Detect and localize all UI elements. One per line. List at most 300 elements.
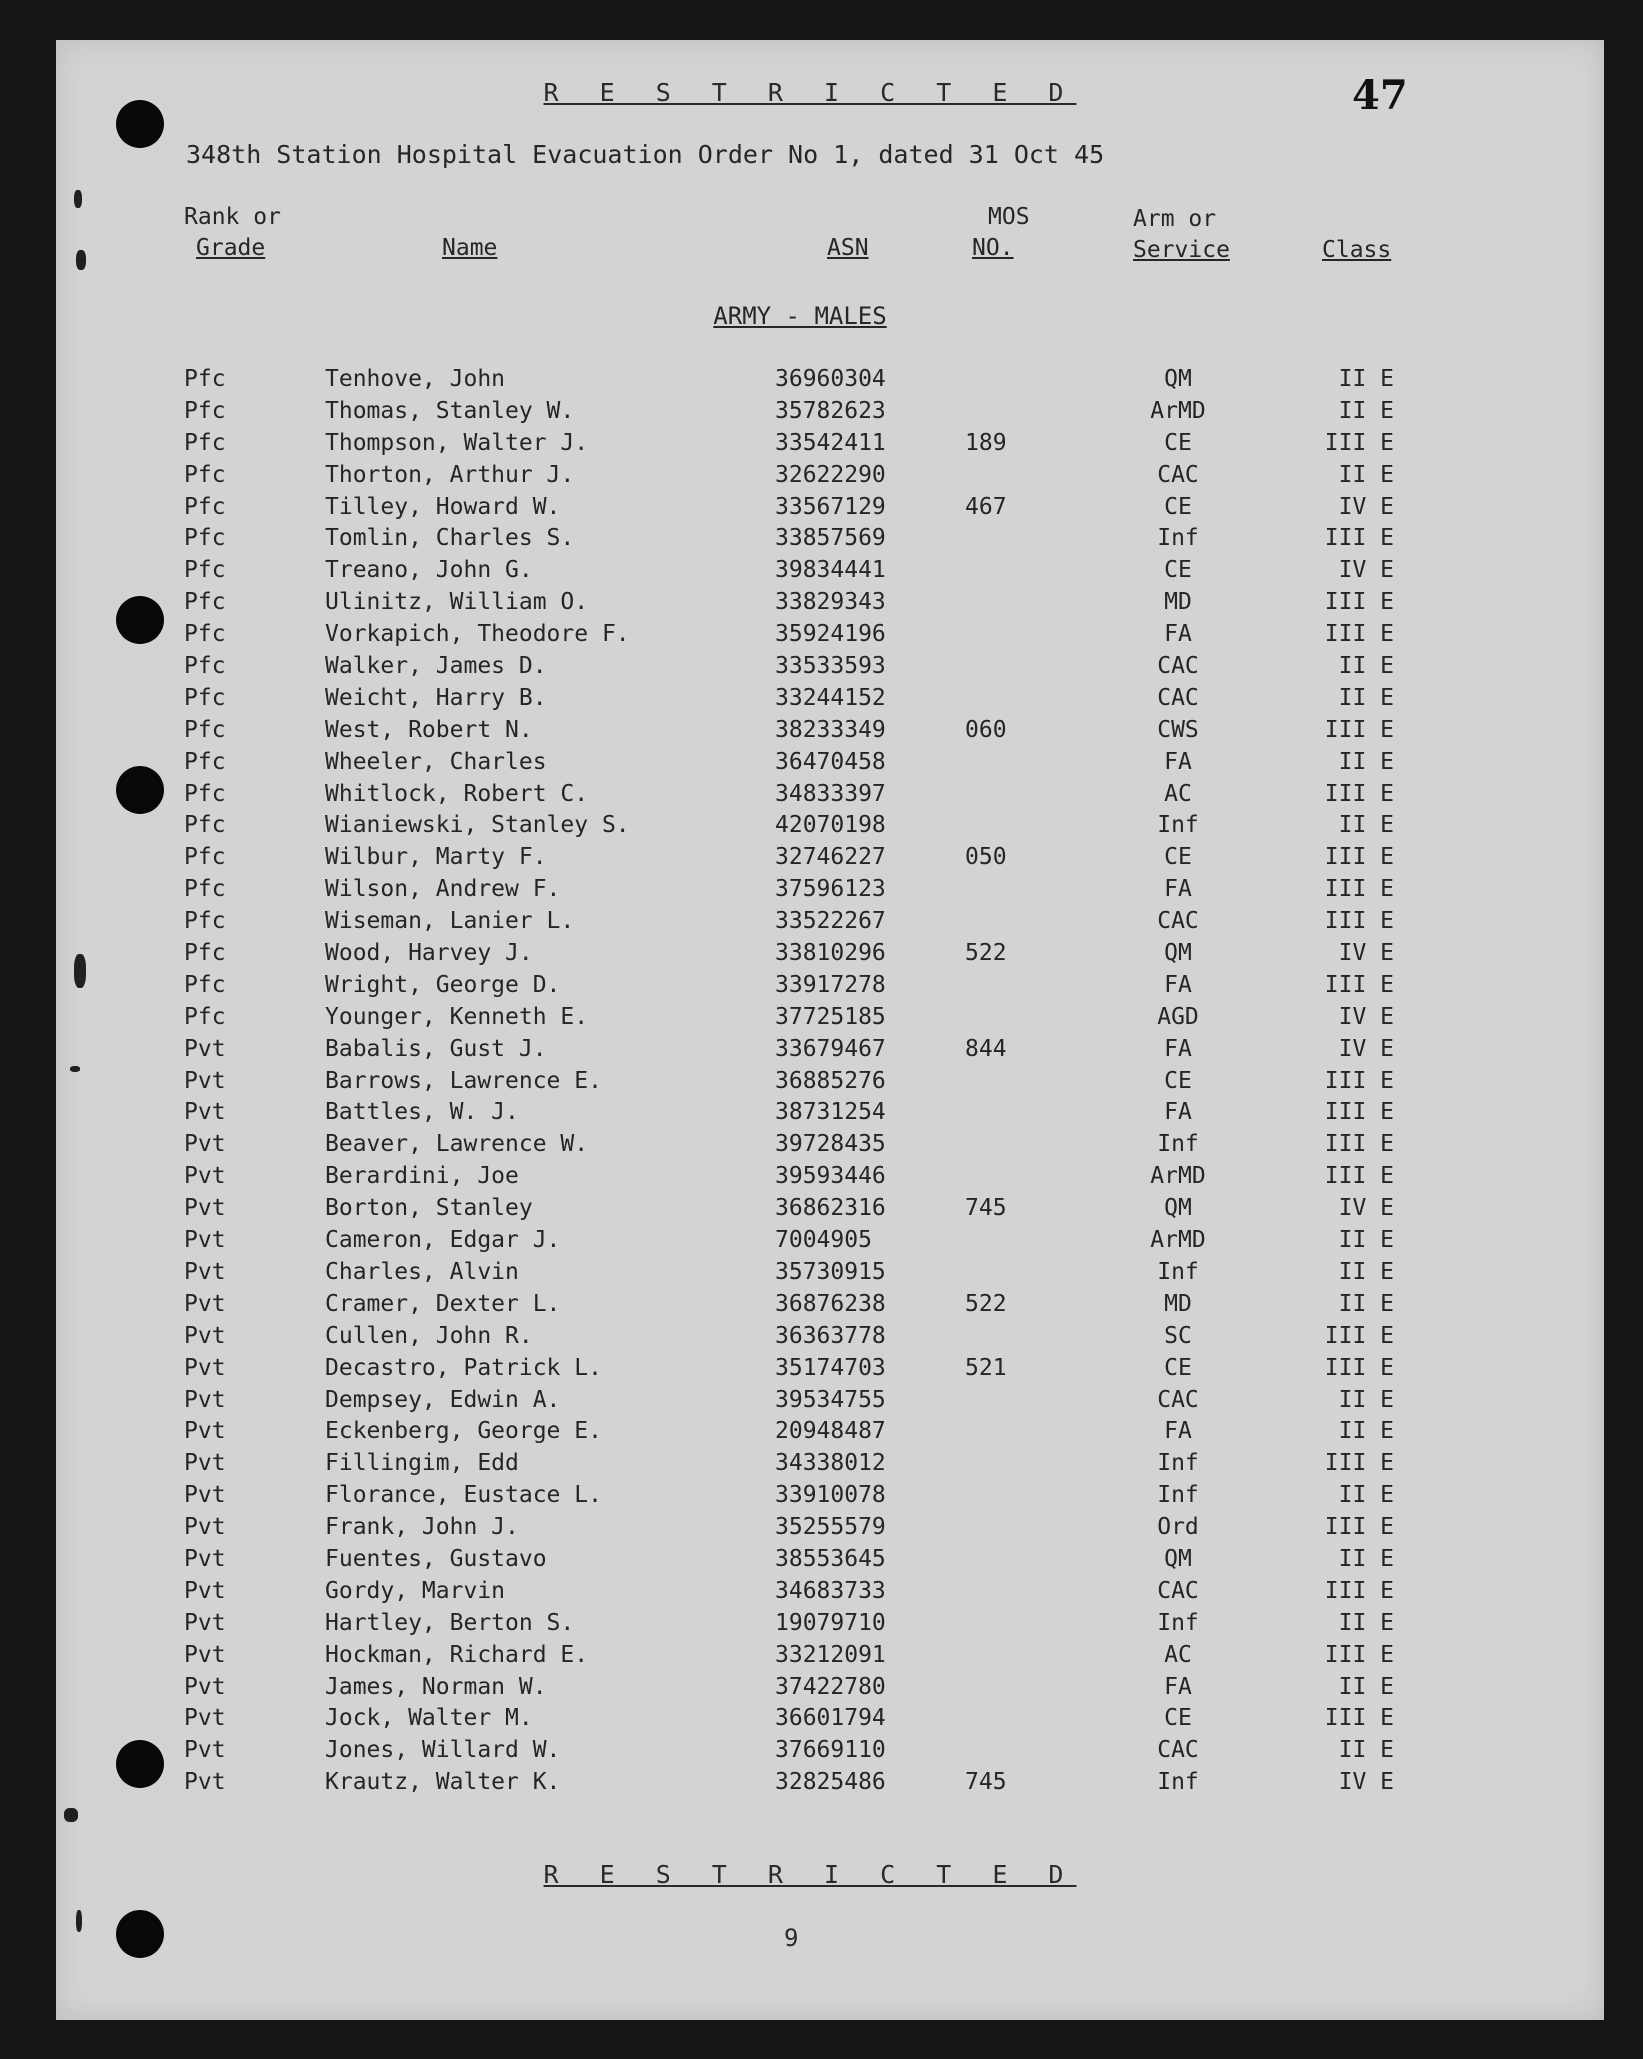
class-cell: IV E	[1338, 557, 1394, 584]
table-row	[56, 1416, 1604, 1448]
rank-cell: Pfc	[184, 621, 226, 648]
punch-hole	[116, 1910, 164, 1958]
name-cell: Tenhove, John	[325, 366, 506, 392]
table-row	[56, 428, 1604, 460]
class-cell: III E	[1324, 429, 1394, 456]
table-row	[56, 1034, 1604, 1066]
punch-hole	[116, 100, 164, 148]
arm-service-cell: CAC	[1157, 1577, 1199, 1604]
class-cell: III E	[1324, 971, 1394, 998]
asn-cell: 42070198	[775, 812, 886, 839]
name-cell: Frank, John J.	[325, 1514, 519, 1541]
mos-cell: 521	[965, 1354, 1007, 1381]
asn-cell: 33533593	[775, 653, 886, 680]
class-cell: IV E	[1338, 1003, 1394, 1030]
class-cell: II E	[1338, 1737, 1394, 1764]
class-cell: IV E	[1338, 1769, 1394, 1796]
class-cell: II E	[1338, 653, 1394, 680]
table-row	[56, 970, 1604, 1002]
table-row	[56, 715, 1604, 747]
column-header-asn: ASN	[827, 235, 869, 261]
name-cell: Cullen, John R.	[325, 1322, 533, 1349]
name-cell: Eckenberg, George E.	[325, 1418, 602, 1445]
arm-service-cell: FA	[1164, 1418, 1192, 1445]
class-cell: III E	[1324, 780, 1394, 807]
name-cell: Battles, W. J.	[325, 1099, 519, 1126]
rank-cell: Pvt	[184, 1386, 226, 1413]
class-cell: II E	[1338, 1227, 1394, 1254]
rank-cell: Pvt	[184, 1769, 226, 1796]
class-cell: III E	[1324, 1450, 1394, 1477]
rank-cell: Pvt	[184, 1258, 226, 1285]
name-cell: Dempsey, Edwin A.	[325, 1386, 561, 1413]
table-row	[56, 810, 1604, 842]
margin-mark	[74, 190, 82, 208]
table-row	[56, 1353, 1604, 1385]
class-cell: III E	[1324, 1577, 1394, 1604]
arm-service-cell: FA	[1164, 1099, 1192, 1126]
rank-cell: Pfc	[184, 493, 226, 520]
name-cell: Cramer, Dexter L.	[325, 1290, 561, 1317]
table-row	[56, 906, 1604, 938]
arm-service-cell: QM	[1164, 1195, 1192, 1222]
table-row	[56, 1735, 1604, 1767]
class-cell: III E	[1324, 621, 1394, 648]
name-cell: Ulinitz, William O.	[325, 589, 589, 616]
name-cell: Wilbur, Marty F.	[325, 844, 547, 871]
asn-cell: 36862316	[775, 1195, 886, 1222]
footer-page-number: 9	[784, 1924, 799, 1952]
table-row	[56, 1608, 1604, 1640]
column-header-name: Name	[442, 235, 498, 261]
class-cell: III E	[1324, 1641, 1394, 1668]
arm-service-cell: CAC	[1157, 653, 1199, 680]
asn-cell: 32825486	[775, 1769, 886, 1796]
column-header-arm-line2: Service	[1133, 237, 1230, 263]
arm-service-cell: CAC	[1157, 908, 1199, 935]
arm-service-cell: Inf	[1157, 1769, 1199, 1796]
table-row	[56, 874, 1604, 906]
asn-cell: 20948487	[775, 1418, 886, 1445]
rank-cell: Pvt	[184, 1482, 226, 1509]
arm-service-cell: Inf	[1157, 1258, 1199, 1285]
name-cell: Jones, Willard W.	[325, 1737, 561, 1764]
rank-cell: Pvt	[184, 1035, 226, 1062]
class-cell: IV E	[1338, 1195, 1394, 1222]
name-cell: Wood, Harvey J.	[325, 940, 533, 967]
class-cell: II E	[1338, 684, 1394, 711]
name-cell: Thorton, Arthur J.	[325, 461, 575, 488]
name-cell: Hockman, Richard E.	[325, 1641, 589, 1668]
rank-cell: Pvt	[184, 1418, 226, 1445]
name-cell: Younger, Kenneth E.	[325, 1003, 589, 1030]
arm-service-cell: Inf	[1157, 1482, 1199, 1509]
class-cell: II E	[1338, 1386, 1394, 1413]
name-cell: Whitlock, Robert C.	[325, 780, 589, 807]
class-cell: III E	[1324, 716, 1394, 743]
asn-cell: 35924196	[775, 621, 886, 648]
asn-cell: 34338012	[775, 1450, 886, 1477]
column-header-mos	[972, 202, 1030, 264]
table-row	[56, 1321, 1604, 1353]
asn-cell: 39593446	[775, 1163, 886, 1190]
asn-cell: 33829343	[775, 589, 886, 616]
arm-service-cell: QM	[1164, 1545, 1192, 1572]
table-row	[56, 1576, 1604, 1608]
name-cell: Hartley, Berton S.	[325, 1609, 575, 1636]
arm-service-cell: CAC	[1157, 684, 1199, 711]
table-row	[56, 779, 1604, 811]
class-cell: IV E	[1338, 940, 1394, 967]
arm-service-cell: QM	[1164, 366, 1192, 392]
rank-cell: Pfc	[184, 812, 226, 839]
arm-service-cell: AGD	[1157, 1003, 1199, 1030]
mos-cell: 522	[965, 1290, 1007, 1317]
arm-service-cell: CE	[1164, 557, 1192, 584]
rank-cell: Pfc	[184, 940, 226, 967]
class-cell: III E	[1324, 1322, 1394, 1349]
class-cell: II E	[1338, 1258, 1394, 1285]
asn-cell: 35174703	[775, 1354, 886, 1381]
arm-service-cell: ArMD	[1150, 397, 1206, 424]
arm-service-cell: FA	[1164, 971, 1192, 998]
table-row	[56, 396, 1604, 428]
table-row	[56, 1672, 1604, 1704]
arm-service-cell: ArMD	[1150, 1163, 1206, 1190]
class-cell: II E	[1338, 1545, 1394, 1572]
name-cell: Weicht, Harry B.	[325, 684, 547, 711]
table-row	[56, 1097, 1604, 1129]
rank-cell: Pfc	[184, 366, 226, 392]
asn-cell: 33917278	[775, 971, 886, 998]
rank-cell: Pfc	[184, 844, 226, 871]
class-cell: II E	[1338, 812, 1394, 839]
arm-service-cell: MD	[1164, 589, 1192, 616]
column-header-rank-line2: Grade	[196, 235, 266, 261]
table-row	[56, 1225, 1604, 1257]
rank-cell: Pvt	[184, 1609, 226, 1636]
table-row	[56, 1512, 1604, 1544]
mos-cell: 467	[965, 493, 1007, 520]
name-cell: Tilley, Howard W.	[325, 493, 561, 520]
class-cell: III E	[1324, 1163, 1394, 1190]
asn-cell: 33810296	[775, 940, 886, 967]
section-title: ARMY - MALES	[713, 302, 887, 330]
rank-cell: Pvt	[184, 1673, 226, 1700]
rank-cell: Pfc	[184, 589, 226, 616]
class-cell: III E	[1324, 1099, 1394, 1126]
name-cell: Wiseman, Lanier L.	[325, 908, 575, 935]
asn-cell: 36470458	[775, 748, 886, 775]
rank-cell: Pvt	[184, 1290, 226, 1317]
mos-cell: 745	[965, 1195, 1007, 1222]
column-header-arm-line1: Arm or	[1133, 206, 1217, 232]
table-row	[56, 747, 1604, 779]
asn-cell: 39534755	[775, 1386, 886, 1413]
asn-cell: 7004905	[775, 1227, 872, 1254]
name-cell: Krautz, Walter K.	[325, 1769, 561, 1796]
class-cell: IV E	[1338, 493, 1394, 520]
asn-cell: 32746227	[775, 844, 886, 871]
mos-cell: 050	[965, 844, 1007, 871]
table-row	[56, 1767, 1604, 1799]
arm-service-cell: Inf	[1157, 812, 1199, 839]
name-cell: Babalis, Gust J.	[325, 1035, 547, 1062]
asn-cell: 33542411	[775, 429, 886, 456]
asn-cell: 38553645	[775, 1545, 886, 1572]
class-cell: III E	[1324, 1705, 1394, 1732]
asn-cell: 39728435	[775, 1131, 886, 1158]
arm-service-cell: FA	[1164, 1673, 1192, 1700]
table-row	[56, 587, 1604, 619]
rank-cell: Pvt	[184, 1514, 226, 1541]
name-cell: Charles, Alvin	[325, 1258, 519, 1285]
asn-cell: 33567129	[775, 493, 886, 520]
rank-cell: Pfc	[184, 461, 226, 488]
column-header-arm-service	[1133, 204, 1230, 266]
restricted-header: R E S T R I C T E D	[543, 78, 1077, 107]
table-row	[56, 1703, 1604, 1735]
arm-service-cell: CAC	[1157, 1386, 1199, 1413]
rank-cell: Pvt	[184, 1641, 226, 1668]
rank-cell: Pfc	[184, 684, 226, 711]
rank-cell: Pfc	[184, 748, 226, 775]
table-row	[56, 523, 1604, 555]
column-header-rank	[184, 202, 281, 264]
table-row	[56, 1448, 1604, 1480]
class-cell: II E	[1338, 397, 1394, 424]
table-row	[56, 1161, 1604, 1193]
asn-cell: 33522267	[775, 908, 886, 935]
asn-cell: 38233349	[775, 716, 886, 743]
rank-cell: Pfc	[184, 971, 226, 998]
class-cell: III E	[1324, 1131, 1394, 1158]
arm-service-cell: Inf	[1157, 1131, 1199, 1158]
asn-cell: 35255579	[775, 1514, 886, 1541]
class-cell: III E	[1324, 1354, 1394, 1381]
table-row	[56, 364, 1604, 396]
rank-cell: Pvt	[184, 1227, 226, 1254]
table-row	[56, 938, 1604, 970]
asn-cell: 37725185	[775, 1003, 886, 1030]
arm-service-cell: AC	[1164, 1641, 1192, 1668]
column-header-mos-line2: NO.	[972, 235, 1014, 261]
margin-mark	[76, 250, 86, 270]
asn-cell: 36885276	[775, 1067, 886, 1094]
arm-service-cell: CE	[1164, 493, 1192, 520]
class-cell: II E	[1338, 748, 1394, 775]
rank-cell: Pvt	[184, 1705, 226, 1732]
class-cell: IV E	[1338, 1035, 1394, 1062]
table-row	[56, 1385, 1604, 1417]
class-cell: II E	[1338, 1290, 1394, 1317]
class-cell: III E	[1324, 1067, 1394, 1094]
rank-cell: Pvt	[184, 1163, 226, 1190]
document-page	[56, 40, 1604, 2020]
table-row	[56, 651, 1604, 683]
name-cell: Cameron, Edgar J.	[325, 1227, 561, 1254]
mos-cell: 844	[965, 1035, 1007, 1062]
table-row	[56, 1002, 1604, 1034]
class-cell: III E	[1324, 844, 1394, 871]
asn-cell: 33679467	[775, 1035, 886, 1062]
table-row	[56, 1480, 1604, 1512]
asn-cell: 37422780	[775, 1673, 886, 1700]
rank-cell: Pvt	[184, 1067, 226, 1094]
rank-cell: Pvt	[184, 1322, 226, 1349]
arm-service-cell: Inf	[1157, 1609, 1199, 1636]
asn-cell: 33910078	[775, 1482, 886, 1509]
table-row	[56, 619, 1604, 651]
name-cell: Jock, Walter M.	[325, 1705, 533, 1732]
asn-cell: 33212091	[775, 1641, 886, 1668]
rank-cell: Pvt	[184, 1737, 226, 1764]
asn-cell: 32622290	[775, 461, 886, 488]
asn-cell: 36363778	[775, 1322, 886, 1349]
class-cell: II E	[1338, 461, 1394, 488]
arm-service-cell: FA	[1164, 621, 1192, 648]
asn-cell: 35730915	[775, 1258, 886, 1285]
rank-cell: Pfc	[184, 908, 226, 935]
rank-cell: Pvt	[184, 1131, 226, 1158]
table-row	[56, 460, 1604, 492]
rank-cell: Pfc	[184, 716, 226, 743]
name-cell: West, Robert N.	[325, 716, 533, 743]
asn-cell: 34683733	[775, 1577, 886, 1604]
column-header-class: Class	[1322, 237, 1392, 263]
table-row	[56, 1066, 1604, 1098]
class-cell: III E	[1324, 1514, 1394, 1541]
restricted-footer: R E S T R I C T E D	[543, 1860, 1077, 1889]
name-cell: Walker, James D.	[325, 653, 547, 680]
arm-service-cell: FA	[1164, 748, 1192, 775]
personnel-roster	[56, 364, 1604, 1799]
table-row	[56, 683, 1604, 715]
rank-cell: Pvt	[184, 1577, 226, 1604]
name-cell: Vorkapich, Theodore F.	[325, 621, 630, 648]
column-header-rank-line1: Rank or	[184, 204, 281, 230]
name-cell: Berardini, Joe	[325, 1163, 519, 1190]
table-row	[56, 555, 1604, 587]
rank-cell: Pvt	[184, 1099, 226, 1126]
rank-cell: Pfc	[184, 557, 226, 584]
arm-service-cell: AC	[1164, 780, 1192, 807]
class-cell: II E	[1338, 1673, 1394, 1700]
class-cell: III E	[1324, 525, 1394, 552]
class-cell: III E	[1324, 876, 1394, 903]
page-number: 47	[1352, 72, 1408, 119]
asn-cell: 34833397	[775, 780, 886, 807]
name-cell: Wright, George D.	[325, 971, 561, 998]
name-cell: Tomlin, Charles S.	[325, 525, 575, 552]
asn-cell: 36876238	[775, 1290, 886, 1317]
arm-service-cell: ArMD	[1150, 1227, 1206, 1254]
asn-cell: 36960304	[775, 366, 886, 392]
arm-service-cell: MD	[1164, 1290, 1192, 1317]
name-cell: Thomas, Stanley W.	[325, 397, 575, 424]
class-cell: II E	[1338, 1609, 1394, 1636]
name-cell: Gordy, Marvin	[325, 1577, 506, 1604]
rank-cell: Pvt	[184, 1450, 226, 1477]
rank-cell: Pvt	[184, 1354, 226, 1381]
class-cell: II E	[1338, 1482, 1394, 1509]
rank-cell: Pfc	[184, 653, 226, 680]
rank-cell: Pfc	[184, 780, 226, 807]
table-row	[56, 1257, 1604, 1289]
arm-service-cell: QM	[1164, 940, 1192, 967]
arm-service-cell: CAC	[1157, 461, 1199, 488]
name-cell: Fillingim, Edd	[325, 1450, 519, 1477]
arm-service-cell: FA	[1164, 1035, 1192, 1062]
rank-cell: Pfc	[184, 525, 226, 552]
arm-service-cell: CE	[1164, 844, 1192, 871]
name-cell: Treano, John G.	[325, 557, 533, 584]
arm-service-cell: CE	[1164, 429, 1192, 456]
name-cell: Decastro, Patrick L.	[325, 1354, 602, 1381]
mos-cell: 745	[965, 1769, 1007, 1796]
class-cell: III E	[1324, 908, 1394, 935]
arm-service-cell: Inf	[1157, 1450, 1199, 1477]
margin-mark	[76, 1910, 82, 1932]
table-row	[56, 842, 1604, 874]
margin-mark	[64, 1808, 78, 1822]
name-cell: Borton, Stanley	[325, 1195, 533, 1222]
arm-service-cell: FA	[1164, 876, 1192, 903]
rank-cell: Pfc	[184, 1003, 226, 1030]
name-cell: James, Norman W.	[325, 1673, 547, 1700]
table-row	[56, 492, 1604, 524]
arm-service-cell: CWS	[1157, 716, 1199, 743]
arm-service-cell: CE	[1164, 1705, 1192, 1732]
asn-cell: 37669110	[775, 1737, 886, 1764]
column-header-mos-line1: MOS	[988, 204, 1030, 230]
table-row	[56, 1640, 1604, 1672]
table-row	[56, 1289, 1604, 1321]
asn-cell: 39834441	[775, 557, 886, 584]
asn-cell: 36601794	[775, 1705, 886, 1732]
rank-cell: Pfc	[184, 876, 226, 903]
class-cell: II E	[1338, 1418, 1394, 1445]
name-cell: Florance, Eustace L.	[325, 1482, 602, 1509]
class-cell: II E	[1338, 366, 1394, 392]
asn-cell: 33857569	[775, 525, 886, 552]
table-row	[56, 1193, 1604, 1225]
rank-cell: Pvt	[184, 1195, 226, 1222]
rank-cell: Pfc	[184, 397, 226, 424]
name-cell: Wilson, Andrew F.	[325, 876, 561, 903]
asn-cell: 37596123	[775, 876, 886, 903]
arm-service-cell: SC	[1164, 1322, 1192, 1349]
name-cell: Fuentes, Gustavo	[325, 1545, 547, 1572]
name-cell: Wheeler, Charles	[325, 748, 547, 775]
name-cell: Thompson, Walter J.	[325, 429, 589, 456]
table-row	[56, 1129, 1604, 1161]
rank-cell: Pfc	[184, 429, 226, 456]
class-cell: III E	[1324, 589, 1394, 616]
rank-cell: Pvt	[184, 1545, 226, 1572]
order-title: 348th Station Hospital Evacuation Order No 1, dated 31 Oct 45	[186, 140, 1105, 169]
asn-cell: 38731254	[775, 1099, 886, 1126]
mos-cell: 189	[965, 429, 1007, 456]
arm-service-cell: CAC	[1157, 1737, 1199, 1764]
asn-cell: 35782623	[775, 397, 886, 424]
mos-cell: 522	[965, 940, 1007, 967]
name-cell: Barrows, Lawrence E.	[325, 1067, 602, 1094]
arm-service-cell: Inf	[1157, 525, 1199, 552]
mos-cell: 060	[965, 716, 1007, 743]
arm-service-cell: CE	[1164, 1354, 1192, 1381]
asn-cell: 33244152	[775, 684, 886, 711]
